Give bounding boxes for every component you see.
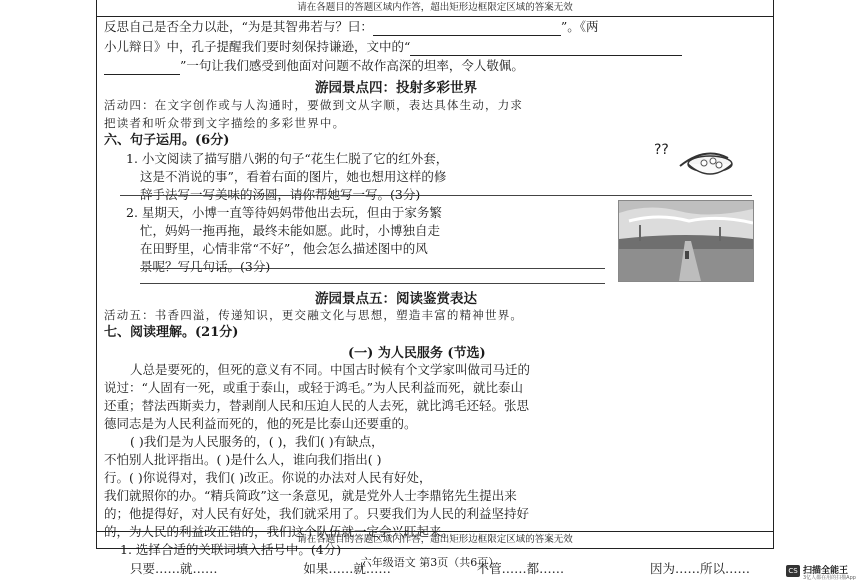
- passage-line-10: 的，为人民的利益改正错的，我们这个队伍就一定会兴旺起来。: [104, 524, 455, 539]
- passage-line-4: 德同志是为人民利益而死的，他的死是比泰山还要重的。: [104, 416, 417, 431]
- option-1: 只要……就……: [130, 561, 218, 576]
- intro-text-2: 小儿辩日》中，孔子提醒我们要时刻保持谦逊，文中的“: [104, 39, 411, 54]
- scanner-tagline: 3亿人都在用的扫描App: [803, 575, 856, 581]
- q6-2-line-2: 忙，妈妈一拖再拖，最终未能如愿。此时，小博独自走: [140, 223, 441, 238]
- fill-blank-3[interactable]: [104, 61, 180, 75]
- option-3: 不管……都……: [476, 561, 565, 576]
- q6-1-answer-line[interactable]: [120, 195, 752, 196]
- bottom-notice: 请在各题目的答题区域内作答，超出矩形边框限定区域的答案无效: [96, 531, 774, 548]
- q7-1-prompt: 1. 选择合适的关联词填入括号中。(4分): [120, 542, 342, 557]
- passage-line-7: 行。( )你说得对，我们( )改正。你说的办法对人民有好处，: [104, 470, 432, 485]
- field-landscape-picture: [618, 200, 754, 282]
- activity-4-line-2: 把读者和听众带到文字描绘的多彩世界中。: [104, 116, 346, 130]
- intro-line-2: [104, 38, 682, 56]
- scanner-logo-icon: CS: [786, 565, 800, 577]
- svg-text:??: ??: [654, 142, 669, 158]
- section-5-title: 游园景点五：阅读鉴赏表达: [315, 291, 477, 307]
- q6-2-line-4: 景呢？写几句话。(3分): [140, 259, 271, 274]
- passage-title: (一) 为人民服务 (节选): [348, 346, 486, 361]
- question-6-heading: 六、句子运用。(6分): [104, 133, 230, 148]
- passage-line-3: 还重；替法西斯卖力，替剥削人民和压迫人民的人去死，就比鸿毛还轻。张思: [104, 398, 530, 413]
- intro-text-1: 反思自己是否全力以赴，“为是其智弗若与？曰：: [104, 19, 373, 34]
- passage-line-5: ( )我们是为人民服务的，( )，我们( )有缺点，: [130, 434, 384, 449]
- page-footer: 六年级语文 第3页（共6页）: [360, 556, 500, 569]
- q6-2-answer-line-2[interactable]: [140, 283, 605, 284]
- top-notice: 请在各题目的答题区域内作答，超出矩形边框限定区域的答案无效: [96, 0, 774, 17]
- option-2: 如果……就……: [303, 561, 391, 576]
- passage-line-2: 说过：“人固有一死，或重于泰山，或轻于鸿毛。”为人民利益而死，就比泰山: [104, 380, 524, 395]
- passage-line-8: 我们就照你的办。“精兵简政”这一条意见，就是党外人士李鼎铭先生提出来: [104, 488, 517, 503]
- activity-4-line-1: 活动四：在文字创作或与人沟通时，要做到文从字顺，表达具体生动，力求: [104, 98, 524, 112]
- q6-2-line-1: 2. 星期天，小博一直等待妈妈带他出去玩，但由于家务繁: [126, 205, 442, 220]
- intro-text-3-end: ”一句让我们感受到他面对问题不故作高深的坦率，令人敬佩。: [180, 58, 524, 73]
- q6-1-line-2: 这是不消说的事”，看着右面的图片，她也想用这样的修: [140, 169, 447, 184]
- scanner-watermark: [786, 562, 858, 584]
- passage-line-9: 的；他提得好，对人民有好处，我们就采用了。只要我们为人民的利益坚持好: [104, 506, 530, 521]
- tangyuan-soup-picture: [650, 136, 740, 180]
- scanner-name: 扫描全能王: [803, 566, 849, 576]
- q6-2-line-3: 在田野里，心情非常“不好”，他会怎么描述图中的风: [140, 241, 428, 256]
- option-4: 因为……所以……: [649, 561, 750, 576]
- activity-5: 活动五：书香四溢，传递知识，更交融文化与思想，塑造丰富的精神世界。: [104, 308, 524, 322]
- intro-line-1: [104, 18, 599, 36]
- fill-blank-1[interactable]: [373, 22, 561, 36]
- question-7-heading: 七、阅读理解。(21分): [104, 325, 239, 340]
- q6-1-line-1: 1. 小文阅读了描写腊八粥的句子“花生仁脱了它的红外套，: [126, 151, 449, 166]
- q6-1-line-3: 辞手法写一写美味的汤圆，请你帮她写一写。(3分): [140, 187, 421, 202]
- section-4-title: 游园景点四：投射多彩世界: [315, 80, 477, 96]
- intro-text-1-end: ”。《两: [560, 19, 599, 34]
- passage-line-1: 人总是要死的，但死的意义有不同。中国古时候有个文学家叫做司马迁的: [130, 362, 531, 377]
- fill-blank-2[interactable]: [410, 42, 682, 56]
- intro-line-3: [104, 57, 524, 75]
- passage-line-6: 不怕别人批评指出。( )是什么人，谁向我们指出( ): [104, 452, 382, 467]
- q6-2-answer-line-1[interactable]: [140, 268, 605, 269]
